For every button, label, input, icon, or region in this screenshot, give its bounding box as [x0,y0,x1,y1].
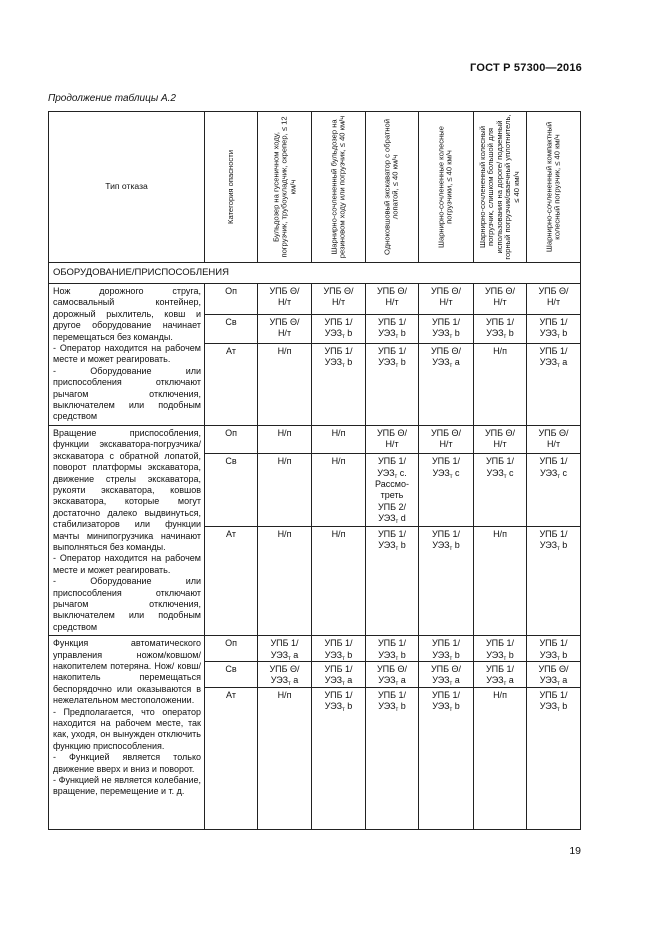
requirement-cell [527,314,581,343]
requirement-line: УПБ 1/ [377,689,407,700]
page-number: 19 [569,845,581,857]
requirement-line: Н/т [546,297,561,308]
requirement-cell [258,687,312,829]
requirement-cell [419,687,474,829]
requirement-line: Н/т [546,439,561,450]
requirement-line: $УЭЗ_т$ b [432,649,460,662]
requirement-line: Н/т [277,297,292,308]
requirement-line: Н/т [439,439,453,450]
requirement-line: УПБ Θ/ [430,427,462,438]
requirement-line: $УЭЗ_т$ b [378,649,406,662]
requirement-cell [312,284,366,315]
requirement-line: $УЭЗ_т$ a [270,649,299,662]
requirement-line: $УЭЗ_т$ b [378,328,406,341]
requirement-line: УПБ Θ/ [269,316,300,327]
failure-type-paragraph: - Оборудование или приспособления отключают рычагом отключения, выключателем или подобным средством [53,576,201,632]
requirement-line: $УЭЗ_т$ d [378,513,406,526]
section-row [49,263,581,284]
requirement-line: $УЭЗ_т$ a [270,675,299,688]
requirement-cell [366,314,419,343]
requirement-line: $УЭЗ_т$ a [486,675,514,688]
requirement-line: $УЭЗ_т$ a [432,357,460,370]
requirement-cell [527,343,581,425]
requirement-cell [474,526,527,636]
requirement-cell [312,526,366,636]
requirement-cell [312,662,366,688]
requirement-line: Н/т [439,297,453,308]
requirement-line: треть [380,490,404,501]
requirement-cell [527,425,581,453]
requirement-cell [312,454,366,526]
table-header-row [49,112,581,263]
requirement-line: $УЭЗ_т$ c [486,467,514,480]
requirement-line: Н/п [493,345,507,356]
requirement-cell [258,425,312,453]
requirement-line: $УЭЗ_т$ b [486,649,514,662]
requirement-cell [419,425,474,453]
failure-type-paragraph: - Функцией является только движение вверх и вниз и поворот. [53,752,201,774]
requirement-line: Н/п [331,456,346,467]
hazard-category-cell: Св [205,454,258,526]
requirement-line: УПБ 1/ [324,345,353,356]
requirement-line: $УЭЗ_т$ b [486,328,514,341]
requirement-line: УПБ 1/ [485,456,515,467]
requirement-line: $УЭЗ_т$ b [378,701,406,714]
requirement-line: УПБ 1/ [270,638,299,649]
requirement-cell [258,454,312,526]
requirement-line: УПБ 1/ [485,316,515,327]
requirement-cell [527,636,581,662]
requirement-cell [474,425,527,453]
requirement-cell [527,662,581,688]
requirement-line: УПБ 1/ [324,689,353,700]
requirement-cell [366,284,419,315]
requirement-cell [419,314,474,343]
requirement-line: УПБ 1/ [539,528,568,539]
failure-type-paragraph: - Оператор находится на рабочем месте и может реагировать. [53,553,201,575]
requirement-cell [366,636,419,662]
requirement-cell [419,454,474,526]
requirement-cell [474,314,527,343]
requirement-line: УПБ 1/ [539,689,568,700]
failure-type-paragraph: - Оборудование или приспособления отключают рычагом отключения, выключателем или подобным средством [53,365,201,422]
requirement-cell [366,454,419,526]
requirement-line: Н/п [493,689,507,700]
column-header: Шарнирно-сочлененные колесные погрузчики, ≤ 40 км/ч [419,112,474,263]
requirement-line: УПБ 1/ [539,345,568,356]
requirement-line: УПБ Θ/ [269,664,300,674]
requirement-line: УПБ 1/ [324,638,353,649]
requirement-line: УПБ 1/ [377,316,407,327]
requirement-line: $УЭЗ_т$ b [539,540,568,553]
requirement-line: $УЭЗ_т$ b [539,328,568,341]
requirement-cell [366,662,419,688]
requirement-line: Н/т [385,439,399,450]
requirement-line: УПБ 1/ [377,456,407,467]
requirement-line: Н/т [331,297,346,308]
column-header: Шарнирно-сочлененный компактный колесный погрузчик, ≤ 40 км/ч [527,112,581,263]
requirement-line: УПБ Θ/ [430,664,462,674]
requirement-cell [312,687,366,829]
requirement-line: $УЭЗ_т$ a [539,357,568,370]
requirement-line: УПБ Θ/ [269,286,300,296]
requirement-line: $УЭЗ_т$ b [539,701,568,714]
requirement-cell [258,284,312,315]
column-header: Категория опасности [205,112,258,263]
requirement-cell [527,284,581,315]
requirement-cell [474,636,527,662]
document-code: ГОСТ Р 57300—2016 [470,62,582,74]
requirement-line: УПБ 1/ [431,316,461,327]
hazard-category-cell: Св [205,314,258,343]
requirement-line: $УЭЗ_т$ b [324,328,353,341]
requirement-cell [419,636,474,662]
requirement-line: УПБ 1/ [539,316,568,327]
failure-type-paragraph: - Оператор находится на рабочем месте и может реагировать. [53,343,201,365]
requirement-line: $УЭЗ_т$ b [432,540,460,553]
hazard-category-cell: Ат [205,343,258,425]
requirement-line: УПБ 1/ [324,316,353,327]
hazard-category-cell: Св [205,662,258,688]
requirement-cell [258,526,312,636]
requirement-line: $УЭЗ_т$ c [539,467,568,480]
requirement-line: УПБ 1/ [539,456,568,467]
requirement-line: Н/п [493,528,507,539]
requirement-line: $УЭЗ_т$ b [432,701,460,714]
requirement-line: Н/т [385,297,399,308]
hazard-category-cell: Оп [205,636,258,662]
requirement-line: УПБ 1/ [377,345,407,356]
failure-type-paragraph: Вращение приспособления, функции экскаватора-погрузчика/экскаватора с обратной лопатой, поворот платформы экскаватора, движение стрелы экскаватора, рукояти экскаватора, ковшов экскаватора, которые могут достаточно далеко выдвинуться, стабилизаторов или функции мачты минипогрузчика начинают выполняться без команды. [53,427,201,552]
hazard-category-cell: Ат [205,687,258,829]
requirement-line: УПБ Θ/ [376,664,408,674]
requirement-cell [312,425,366,453]
requirement-line: УПБ Θ/ [484,286,516,296]
requirement-line: УПБ 1/ [485,638,515,649]
requirement-line: УПБ Θ/ [538,427,569,438]
requirement-line: Н/т [493,439,507,450]
table-row [49,425,581,453]
hazard-category-cell: Оп [205,425,258,453]
requirement-cell [312,314,366,343]
requirement-cell [366,526,419,636]
failure-type-paragraph: - Функцией не является колебание, вращение, перемещение и т. д. [53,775,201,797]
requirement-line: Н/п [277,427,292,438]
requirement-line: $УЭЗ_т$ a [539,675,568,688]
requirement-cell [312,636,366,662]
requirement-line: УПБ 1/ [431,456,461,467]
requirement-line: УПБ 1/ [431,638,461,649]
table-row [49,284,581,315]
column-header: Шарнирно-сочлененный бульдозер на резиновом ходу или погрузчик, ≤ 40 км/ч [312,112,366,263]
requirement-cell [366,425,419,453]
requirement-line: Н/п [331,427,346,438]
failure-type-paragraph: Функция автоматического управления ножом/ковшом/ накопителем потеряна. Нож/ ковш/ накопитель перемещаться беспорядочно или оказываются в нежелательном местоположении. [53,638,201,706]
requirement-line: УПБ 1/ [539,638,568,649]
requirement-cell [527,526,581,636]
requirement-line: Н/п [277,528,292,539]
requirement-line: УПБ Θ/ [484,427,516,438]
requirement-cell [419,343,474,425]
requirement-line: УПБ 1/ [377,638,407,649]
hazard-category-cell: Ат [205,526,258,636]
requirement-cell [366,343,419,425]
requirement-cell [419,284,474,315]
section-title: ОБОРУДОВАНИЕ/ПРИСПОСОБЛЕНИЯ [49,263,581,284]
requirement-cell [474,454,527,526]
requirement-cell [419,526,474,636]
requirement-line: $УЭЗ_т$ b [539,649,568,662]
column-header: Шарнирно-сочлененный колесный погрузчик, слишком большой для использования на дороге/ подземный горный погрузчик/сваечный уплотнитель, ≤ 40 км/ч [474,112,527,263]
table-row [49,636,581,662]
requirement-line: УПБ Θ/ [323,286,354,296]
requirement-cell [366,687,419,829]
requirement-line: Н/п [277,456,292,467]
requirement-line: УПБ Θ/ [538,664,569,674]
requirement-line: УПБ 1/ [377,528,407,539]
requirement-line: $УЭЗ_т$ b [378,540,406,553]
requirement-line: УПБ 1/ [324,664,353,674]
column-header: Тип отказа [49,112,205,263]
requirement-line: $УЭЗ_т$ a [324,675,353,688]
requirement-cell [258,662,312,688]
requirement-line: УПБ Θ/ [376,286,408,296]
requirement-cell [258,314,312,343]
requirement-line: $УЭЗ_т$ b [324,649,353,662]
requirement-cell [527,687,581,829]
requirement-cell [258,343,312,425]
requirement-cell [312,343,366,425]
requirement-line: $УЭЗ_т$ b [378,357,406,370]
requirement-line: $УЭЗ_т$ c. [377,467,407,480]
requirement-line: Рассмо- [375,479,409,490]
requirement-line: УПБ 1/ [431,689,461,700]
requirement-line: УПБ 1/ [431,528,461,539]
requirement-line: $УЭЗ_т$ b [324,701,353,714]
requirement-line: Н/п [331,528,346,539]
requirement-cell [419,662,474,688]
requirement-line: УПБ 2/ [377,501,407,512]
table-continuation-label: Продолжение таблицы А.2 [48,93,176,104]
requirement-line: УПБ Θ/ [430,286,462,296]
requirement-line: УПБ Θ/ [376,427,408,438]
requirement-cell [527,454,581,526]
requirement-line: $УЭЗ_т$ a [378,675,406,688]
failure-type-cell [49,425,205,635]
requirement-cell [474,687,527,829]
requirement-line: $УЭЗ_т$ b [324,357,353,370]
requirement-line: УПБ Θ/ [430,345,462,356]
failure-type-cell [49,284,205,426]
requirement-line: Н/п [277,345,292,356]
requirement-line: Н/п [277,689,292,700]
requirement-line: $УЭЗ_т$ b [432,328,460,341]
requirement-cell [258,636,312,662]
column-header: Одноковшовый экскаватор с обратной лопатой, ≤ 40 км/ч [366,112,419,263]
requirement-line: УПБ 1/ [485,664,515,674]
hazard-table [48,111,581,830]
failure-type-cell [49,636,205,830]
requirement-line: Н/т [277,328,292,339]
requirement-line: $УЭЗ_т$ a [432,675,460,688]
requirement-line: Н/т [493,297,507,308]
failure-type-paragraph: Нож дорожного струга, самосвальный контейнер, дорожный рыхлитель, ковш и другое оборудование начинает перемещаться без команды. [53,286,201,342]
requirement-line: УПБ Θ/ [538,286,569,296]
requirement-cell [474,284,527,315]
failure-type-paragraph: - Предполагается, что оператор находится на рабочем месте, так как, уходя, он вынужден отключить функцию приспособления. [53,706,201,751]
requirement-cell [474,343,527,425]
hazard-category-cell: Оп [205,284,258,315]
requirement-line: $УЭЗ_т$ c [432,467,460,480]
column-header: Бульдозер на гусеничном ходу, погрузчик, трубоукладчик, скрепер, ≤ 12 км/ч [258,112,312,263]
requirement-cell [474,662,527,688]
